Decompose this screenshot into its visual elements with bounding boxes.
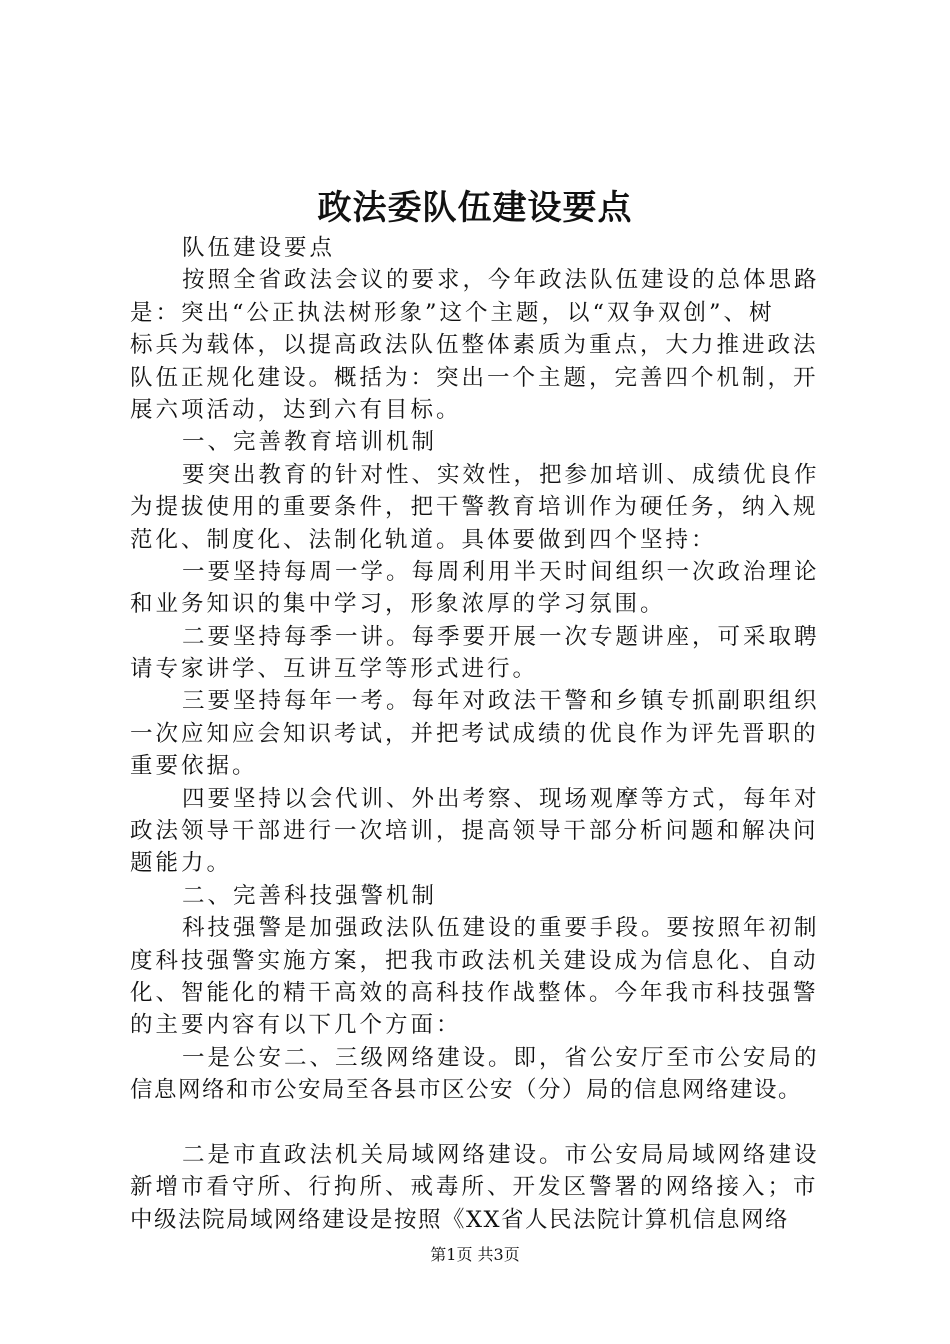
section-heading: 二、完善科技强警机制 — [182, 882, 438, 909]
paragraph-line: 是：突出“公正执法树形象”这个主题，以“双争双创”、树 — [130, 299, 775, 326]
document-body — [130, 232, 830, 1236]
subtitle-line: 队伍建设要点 — [182, 235, 336, 261]
section-heading: 一、完善教育培训机制 — [182, 429, 438, 456]
paragraph-line: 化、智能化的精干高效的高科技作战整体。今年我市科技强警 — [130, 979, 819, 1006]
paragraph-line: 科技强警是加强政法队伍建设的重要手段。要按照年初制 — [182, 915, 820, 942]
document-title: 政法委队伍建设要点 — [317, 188, 633, 228]
paragraph-line: 四要坚持以会代训、外出考察、现场观摩等方式，每年对 — [182, 785, 820, 812]
paragraph-line: 的主要内容有以下几个方面： — [130, 1012, 462, 1039]
paragraph-line: 三要坚持每年一考。每年对政法干警和乡镇专抓副职组织 — [182, 688, 820, 715]
paragraph-line: 标兵为载体，以提高政法队伍整体素质为重点，大力推进政法 — [130, 332, 819, 359]
paragraph-line: 和业务知识的集中学习，形象浓厚的学习氛围。 — [130, 591, 666, 618]
paragraph-line: 按照全省政法会议的要求，今年政法队伍建设的总体思路 — [182, 267, 820, 294]
paragraph-line: 二要坚持每季一讲。每季要开展一次专题讲座，可采取聘 — [182, 623, 820, 650]
paragraph-line: 度科技强警实施方案，把我市政法机关建设成为信息化、自动 — [130, 947, 819, 974]
paragraph-line: 一是公安二、三级网络建设。即，省公安厅至市公安局的 — [182, 1044, 820, 1071]
paragraph-line: 一次应知应会知识考试，并把考试成绩的优良作为评先晋职的 — [130, 720, 819, 747]
paragraph-line: 一要坚持每周一学。每周利用半天时间组织一次政治理论 — [182, 558, 820, 585]
paragraph-line: 重要依据。 — [130, 753, 258, 780]
paragraph-line: 队伍正规化建设。概括为：突出一个主题，完善四个机制，开 — [130, 364, 819, 391]
blank-line — [130, 1107, 830, 1139]
page-footer: 第1页 共3页 — [430, 1245, 520, 1264]
paragraph-line: 为提拔使用的重要条件，把干警教育培训作为硬任务，纳入规 — [130, 494, 819, 521]
paragraph-line: 范化、制度化、法制化轨道。具体要做到四个坚持： — [130, 526, 717, 553]
paragraph-line: 展六项活动，达到六有目标。 — [130, 396, 462, 423]
paragraph-line: 政法领导干部进行一次培训，提高领导干部分析问题和解决问 — [130, 818, 819, 845]
paragraph-line: 信息网络和市公安局至各县市区公安（分）局的信息网络建设。 — [130, 1077, 803, 1104]
paragraph-line: 请专家讲学、互讲互学等形式进行。 — [130, 656, 539, 683]
paragraph-line: 要突出教育的针对性、实效性，把参加培训、成绩优良作 — [182, 461, 820, 488]
paragraph-line: 新增市看守所、行拘所、戒毒所、开发区警署的网络接入；市 — [130, 1174, 819, 1201]
paragraph-line: 中级法院局域网络建设是按照《XX省人民法院计算机信息网络 — [130, 1206, 790, 1233]
paragraph-line: 题能力。 — [130, 850, 233, 877]
paragraph-line: 二是市直政法机关局域网络建设。市公安局局域网络建设 — [182, 1141, 820, 1168]
